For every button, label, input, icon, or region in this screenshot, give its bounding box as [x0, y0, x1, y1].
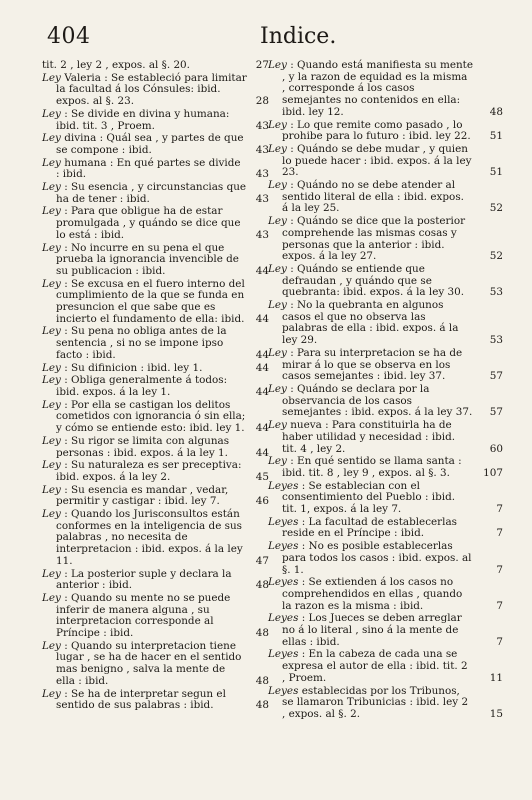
index-entry: [268, 262, 503, 299]
entry-page-reference: 43: [255, 143, 269, 156]
entry-text: humana : En qué partes se divide : ibid.: [56, 156, 241, 181]
index-entry: [42, 569, 267, 592]
entry-headword: Ley: [42, 567, 61, 580]
entry-headword: Ley: [42, 508, 61, 521]
entry-text: : Quándo se dice que la posterior comprehende las mismas cosas y personas que la anterior : ibid. expos. á la ley 27.: [282, 215, 466, 263]
entry-text: : Para que obligue ha de estar promulgada , y quándo se dice que lo está : ibid.: [56, 205, 241, 241]
entry-headword: Ley: [42, 132, 61, 145]
entry-text: : Se excusa en el fuero interno del cumplimiento de la que se funda en presuncion el que sabe que es incierto el fundamento de ella: ibid.: [56, 277, 245, 325]
entry-text: : En qué sentido se llama santa : ibid. tit. 8 , ley 9 , expos. al §. 3.: [282, 455, 462, 479]
entry-headword: Ley: [268, 299, 287, 312]
index-entry: [42, 73, 267, 108]
entry-page-reference: 43: [255, 168, 269, 181]
index-entry: [42, 206, 267, 241]
index-column-right: [268, 59, 503, 722]
index-entry: [268, 59, 503, 119]
entry-page-reference: 27: [255, 59, 269, 71]
entry-headword: Ley: [42, 181, 61, 194]
entry-headword: Ley: [268, 419, 287, 432]
index-entry: [268, 215, 503, 263]
entry-text: : Quando su mente no se puede inferir de manera alguna , su interpretacion corresponde al Príncipe : ibid.: [56, 591, 231, 640]
entry-text: : Su naturaleza es ser preceptiva: ibid. expos. á la ley 2.: [56, 459, 242, 483]
index-entry: [268, 515, 503, 540]
entry-text: : No es posible establecerlas para todos los casos : ibid. expos. al §. 1.: [282, 540, 472, 576]
entry-text: : No incurre en su pena el que prueba la ignorancia invencible de su publicacion : ibid.: [56, 241, 239, 277]
entry-headword: Ley: [268, 59, 287, 71]
index-entry: [42, 375, 267, 398]
index-entry: [268, 684, 503, 721]
entry-text: : Se establecian con el consentimiento del Pueblo : ibid. tit. 1, expos. á la ley 7.: [282, 479, 456, 516]
entry-text: : La posterior suple y declara la anterior : ibid.: [56, 567, 232, 592]
entry-page-reference: 107: [483, 466, 503, 479]
entry-headword: Ley: [42, 205, 61, 218]
entry-text: establecidas por los Tribunos, se llamaron Tribunicias : ibid. ley 2 , expos. al §. 2.: [282, 684, 469, 720]
index-column-left: [42, 60, 267, 713]
index-entry: [268, 179, 503, 215]
entry-page-reference: 52: [489, 250, 503, 263]
index-entry: [268, 455, 503, 479]
entry-headword: Ley: [268, 179, 287, 192]
entry-text: : Se extienden á los casos no comprehendidos en ellas , quando la razon es la misma : ibid.: [282, 576, 463, 612]
entry-page-reference: 48: [255, 674, 269, 687]
index-entry: [42, 109, 267, 132]
entry-page-reference: 48: [255, 699, 269, 712]
entry-headword: Leyes: [268, 648, 299, 661]
entry-text: : Por ella se castigan los delitos cometidos con ignorancia ó sin ella; y cómo se entiende esto: ibid. ley 1.: [56, 398, 246, 435]
entry-page-reference: 44: [255, 385, 269, 398]
index-entry: [42, 158, 267, 181]
entry-text: tit. 2 , ley 2 , expos. al §. 20.: [42, 59, 190, 71]
entry-headword: Ley: [42, 687, 61, 700]
entry-headword: Ley: [42, 156, 61, 169]
index-entry: [42, 182, 267, 205]
entry-page-reference: 7: [496, 563, 503, 576]
entry-text: : Los Jueces se deben arreglar no á lo literal , sino á la mente de ellas : ibid.: [282, 612, 462, 648]
index-entry: [268, 419, 503, 455]
entry-text: : La facultad de establecerlas reside en el Príncipe : ibid.: [282, 515, 457, 540]
entry-page-reference: 44: [255, 446, 269, 459]
entry-text: Valeria : Se estableció para limitar la facultad á los Cónsules: ibid. expos. al §. 23.: [56, 71, 247, 108]
entry-headword: Ley: [42, 361, 61, 374]
entry-text: : Quándo se entiende que defraudan , y quándo que se quebranta: ibid. expos. á la ley 30.: [282, 262, 465, 299]
entry-text: : Se ha de interpretar segun el sentido de sus palabras : ibid.: [56, 687, 226, 712]
entry-headword: Leyes: [268, 540, 299, 553]
index-entry: [42, 243, 267, 278]
entry-headword: Leyes: [268, 684, 299, 697]
entry-page-reference: 7: [496, 503, 503, 516]
entry-page-reference: 57: [489, 406, 503, 419]
entry-page-reference: 57: [489, 370, 503, 383]
entry-text: : Su difinicion : ibid. ley 1.: [60, 361, 203, 374]
index-entry: [42, 436, 267, 459]
index-entry: [268, 479, 503, 516]
entry-text: : Quándo se declara por la observancia de los casos semejantes : ibid. expos. á la ley 37.: [282, 382, 473, 419]
page-number: 404: [47, 24, 91, 49]
entry-headword: Ley: [42, 374, 61, 387]
entry-headword: Ley: [268, 118, 287, 131]
entry-page-reference: 44: [255, 361, 269, 374]
entry-headword: Ley: [268, 455, 287, 468]
index-entry: [268, 142, 503, 179]
entry-page-reference: 43: [255, 119, 269, 132]
entry-headword: Ley: [268, 262, 287, 275]
index-entry: [268, 648, 503, 684]
entry-page-reference: 48: [255, 579, 269, 592]
entry-page-reference: 44: [255, 422, 269, 435]
index-entry: [42, 460, 267, 483]
entry-headword: Ley: [42, 107, 61, 120]
index-entry: [268, 346, 503, 383]
entry-headword: Ley: [42, 483, 61, 496]
entry-text: : Quándo no se debe atender al sentido literal de ella : ibid. expos. á la ley 25.: [282, 179, 464, 215]
entry-text: : Para su interpretacion se ha de mirar á lo que se observa en los casos semejantes : ibid. ley 37.: [282, 346, 463, 383]
index-entry: [42, 133, 267, 156]
entry-headword: Ley: [42, 434, 61, 447]
entry-text: : Se divide en divina y humana: ibid. tit. 3 , Proem.: [56, 107, 230, 132]
entry-headword: Ley: [268, 346, 287, 359]
running-title: Indice.: [260, 24, 337, 49]
entry-text: : Quando está manifiesta su mente , y la razon de equidad es la misma , corresponde á los casos semejantes no contenidos en ella: ibid. ley 12.: [282, 59, 473, 118]
entry-headword: Leyes: [268, 576, 299, 589]
entry-page-reference: 44: [255, 264, 269, 277]
entry-text: : Su pena no obliga antes de la sentencia , si no se impone ipso facto : ibid.: [56, 325, 227, 361]
entry-page-reference: 45: [255, 470, 269, 483]
entry-headword: Ley: [42, 591, 61, 604]
entry-text: divina : Quál sea , y partes de que se compone : ibid.: [56, 132, 244, 156]
index-entry: [268, 118, 503, 143]
entry-page-reference: 47: [255, 554, 269, 567]
entry-text: : Quando su interpretacion tiene lugar , se ha de hacer en el sentido mas benigno , salva la mente de ella : ibid.: [56, 639, 242, 687]
entry-page-reference: 44: [255, 312, 269, 325]
entry-text: : Obliga generalmente á todos: ibid. expos. á la ley 1.: [56, 374, 228, 398]
entry-headword: Ley: [42, 639, 61, 652]
entry-page-reference: 52: [489, 202, 503, 215]
index-entry: [268, 576, 503, 612]
entry-text: : Su rigor se limita con algunas personas : ibid. expos. á la ley 1.: [56, 434, 230, 459]
entry-headword: Ley: [42, 71, 61, 84]
entry-page-reference: 60: [489, 442, 503, 455]
index-entry: [42, 641, 267, 688]
entry-page-reference: 43: [255, 228, 269, 241]
entry-page-reference: 28: [255, 95, 269, 108]
entry-page-reference: 53: [489, 286, 503, 299]
entry-page-reference: 11: [489, 671, 503, 684]
entry-page-reference: 7: [496, 635, 503, 648]
entry-text: : En la cabeza de cada una se expresa el autor de ella : ibid. tit. 2 , Proem.: [282, 648, 468, 684]
index-entry: [42, 363, 267, 375]
entry-page-reference: 7: [496, 599, 503, 612]
entry-page-reference: 48: [255, 627, 269, 640]
entry-headword: Ley: [268, 382, 287, 395]
entry-headword: Ley: [42, 325, 61, 338]
index-entry: [42, 279, 267, 326]
entry-headword: Leyes: [268, 515, 299, 528]
entry-page-reference: 43: [255, 192, 269, 205]
entry-page-reference: 51: [489, 166, 503, 179]
index-entry: [42, 485, 267, 508]
entry-page-reference: 51: [489, 130, 503, 143]
entry-page-reference: 44: [255, 348, 269, 361]
entry-headword: Ley: [42, 241, 61, 254]
entry-text: nueva : Para constituirla ha de haber utilidad y necesidad : ibid. tit. 4 , ley 2.: [282, 419, 456, 455]
index-entry: [268, 299, 503, 347]
index-entry: [268, 540, 503, 576]
entry-page-reference: 48: [489, 105, 503, 118]
entry-text: : Quando los Jurisconsultos están conformes en la inteligencia de sus palabras , no necesita de interpretacion : ibid. expos. á la ley 11.: [56, 508, 243, 567]
entry-headword: Ley: [268, 215, 287, 228]
entry-headword: Ley: [42, 398, 61, 411]
entry-headword: Leyes: [268, 612, 299, 625]
index-entry: [42, 326, 267, 361]
entry-text: : Su esencia es mandar , vedar, permitir y castigar : ibid. ley 7.: [56, 483, 229, 508]
index-entry: [42, 689, 267, 712]
entry-page-reference: 7: [496, 527, 503, 540]
entry-headword: Ley: [42, 459, 61, 472]
entry-text: : Su esencia , y circunstancias que ha de tener : ibid.: [56, 181, 247, 205]
entry-headword: Ley: [42, 277, 61, 290]
index-entry: [42, 593, 267, 640]
entry-page-reference: 46: [255, 495, 269, 508]
index-entry: [268, 612, 503, 648]
entry-headword: Leyes: [268, 479, 299, 492]
entry-text: : No la quebranta en algunos casos el que no observa las palabras de ella : ibid. expos. á la ley 29.: [282, 299, 459, 347]
entry-text: : Quándo se debe mudar , y quien lo puede hacer : ibid. expos. á la ley 23.: [282, 142, 472, 179]
entry-text: : Lo que remite como pasado , lo prohibe para lo futuro : ibid. ley 22.: [282, 118, 471, 143]
page-header: [35, 22, 495, 58]
index-entry: [42, 400, 267, 435]
entry-headword: Ley: [268, 142, 287, 155]
entry-page-reference: 15: [489, 707, 503, 720]
index-entry: [42, 60, 267, 72]
index-entry: [268, 382, 503, 419]
entry-page-reference: 53: [489, 334, 503, 347]
index-entry: [42, 509, 267, 568]
